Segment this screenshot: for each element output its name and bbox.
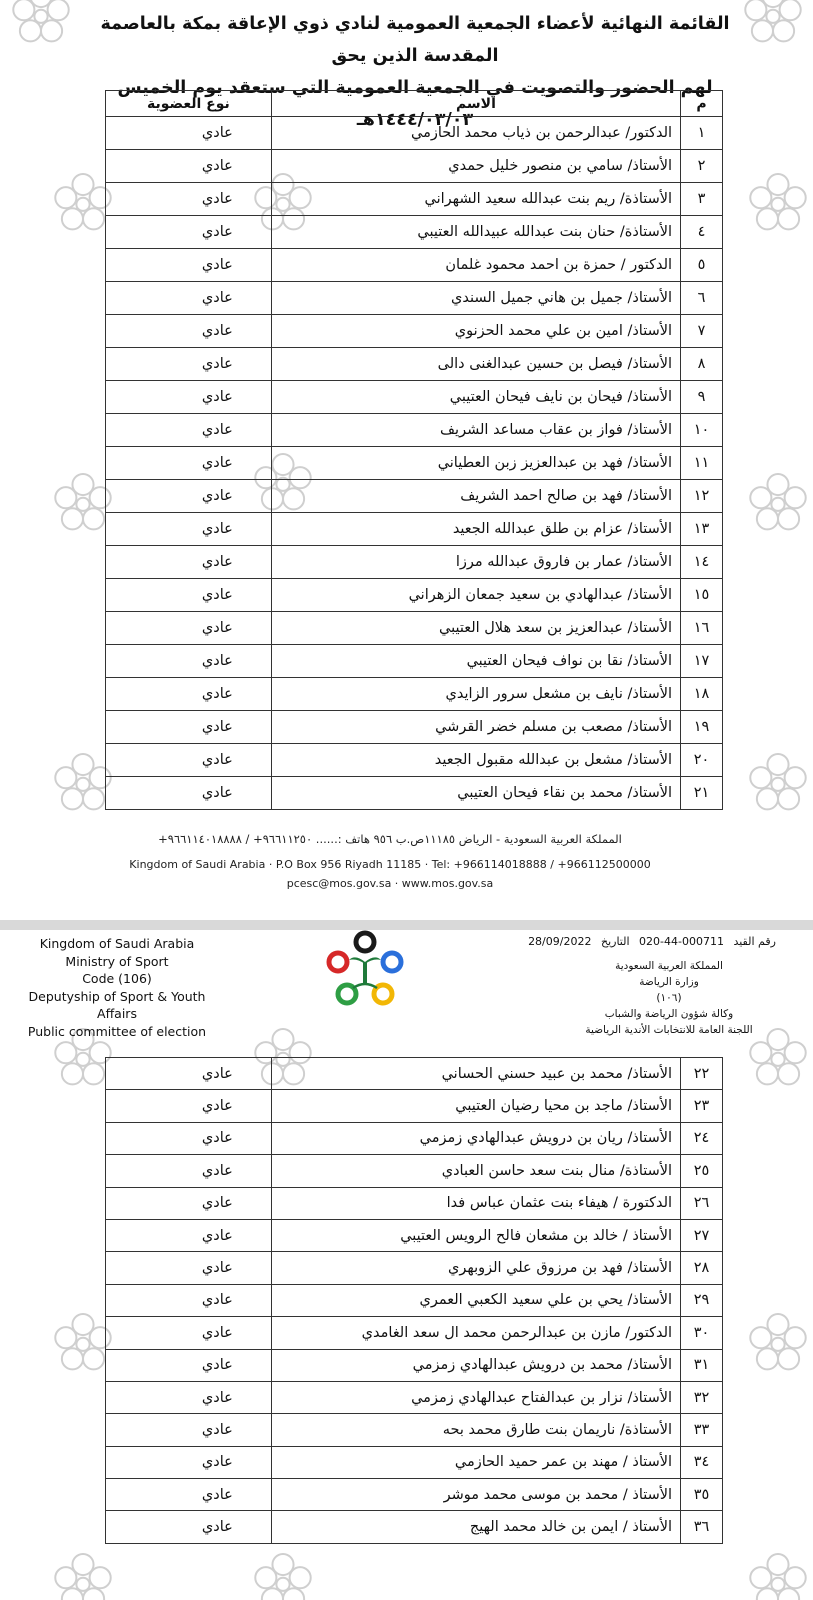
table-row [106,249,723,282]
letterhead-arabic [528,935,799,1038]
row-number: ٢٤ [681,1122,723,1154]
row-number: ٣٠ [681,1317,723,1349]
membership-type: عادي [106,645,272,678]
member-name: الأستاذ/ ماجد بن محيا رضيان العتيبي [271,1090,680,1122]
table-row [106,117,723,150]
member-name: الأستاذ/ محمد بن عبيد حسني الحساني [271,1058,680,1090]
row-number: ٥ [681,249,723,282]
row-number: ١٣ [681,513,723,546]
table-row [106,678,723,711]
membership-type: عادي [106,1155,272,1187]
member-name: الأستاذ/ عمار بن فاروق عبدالله مرزا [271,546,680,579]
table-row [106,414,723,447]
member-name: الأستاذ/ يحي بن علي سعيد الكعبي العمري [271,1284,680,1316]
table-row [106,579,723,612]
row-number: ٣٥ [681,1479,723,1511]
membership-type: عادي [106,1284,272,1316]
membership-type: عادي [106,612,272,645]
table-row [106,1155,723,1187]
row-number: ٢٥ [681,1155,723,1187]
member-name: الأستاذ/ امين بن علي محمد الحزنوي [271,315,680,348]
member-name: الدكتور/ مازن بن عبدالرحمن محمد ال سعد الغامدي [271,1317,680,1349]
header-membership-type: نوع العضوية [106,91,272,117]
member-name: الدكتور / حمزة بن احمد محمود غلمان [271,249,680,282]
watermark-flower-icon [745,1310,811,1376]
table-row [106,1284,723,1316]
letterhead-line-en: Public committee of election [27,1023,207,1039]
member-name: الدكتور/ عبدالرحمن بن ذياب محمد الحازمي [271,117,680,150]
table-row [106,1122,723,1154]
watermark-flower-icon [250,1550,316,1600]
member-name: الأستاذة/ ناريمان بنت طارق محمد بحه [271,1414,680,1446]
letterhead-line-ar: اللجنة العامة للانتخابات الأندية الرياضية [585,1024,753,1036]
member-name: الأستاذ/ نايف بن مشعل سرور الزايدي [271,678,680,711]
row-number: ١٨ [681,678,723,711]
membership-type: عادي [106,1317,272,1349]
table-row [106,513,723,546]
table-row [106,1219,723,1251]
letterhead-line-ar: (١٠٦) [656,992,682,1004]
member-name: الأستاذ/ فهد بن صالح احمد الشريف [271,480,680,513]
member-name: الأستاذ/ نزار بن عبدالفتاح عبدالهادي زمزمي [271,1381,680,1413]
row-number: ٣٢ [681,1381,723,1413]
letterhead-line-en: Deputyship of Sport & Youth Affairs [28,988,206,1021]
membership-type: عادي [106,249,272,282]
table-row [106,777,723,810]
row-number: ٢٧ [681,1219,723,1251]
watermark-flower-icon [8,0,74,48]
watermark-flower-icon [745,750,811,816]
row-number: ٢٢ [681,1058,723,1090]
row-number: ١٩ [681,711,723,744]
reference-line [499,934,799,950]
table-row [106,1414,723,1446]
row-number: ١٤ [681,546,723,579]
member-name: الأستاذ/ فهد بن مرزوق علي الزوبهري [271,1252,680,1284]
row-number: ٢٠ [681,744,723,777]
table-row [106,282,723,315]
membership-type: عادي [106,381,272,414]
ministry-of-sport-logo-icon [325,930,405,1020]
footer-address-ar: المملكة العربية السعودية - الرياض ١١١٨٥ص.ب ٩٥٦ هاتف :...... ٩٦٦١١٢٥٠+ / ٩٦٦١١٤٠١٨٨٨٨+ [158,832,622,846]
membership-type: عادي [106,678,272,711]
row-number: ١ [681,117,723,150]
membership-type: عادي [106,216,272,249]
row-number: ٧ [681,315,723,348]
row-number: ١١ [681,447,723,480]
table-row [106,1511,723,1543]
membership-type: عادي [106,1381,272,1413]
row-number: ٢٩ [681,1284,723,1316]
letterhead-line-en: Ministry of Sport [65,953,169,969]
table-row [106,150,723,183]
title-line-1: القائمة النهائية لأعضاء الجمعية العمومية لنادي ذوي الإعاقة بمكة بالعاصمة المقدسة الذين يحق [100,14,730,66]
table-row [106,480,723,513]
member-name: الأستاذ/ مصعب بن مسلم خضر القرشي [271,711,680,744]
membership-type: عادي [106,1219,272,1251]
table-row [106,1381,723,1413]
membership-type: عادي [106,1479,272,1511]
table-row [106,744,723,777]
footer-contact-links: pcesc@mos.gov.sa · www.mos.gov.sa [286,877,494,890]
table-row [106,315,723,348]
letterhead-line-ar: وكالة شؤون الرياضة والشباب [604,1008,734,1020]
members-table-continued [105,1057,723,1544]
membership-type: عادي [106,480,272,513]
table-row [106,1090,723,1122]
row-number: ٢١ [681,777,723,810]
member-name: الأستاذ / محمد بن موسى محمد موشر [271,1479,680,1511]
row-number: ٦ [681,282,723,315]
member-name: الأستاذ/ عزام بن طلق عبدالله الجعيد [271,513,680,546]
membership-type: عادي [106,1122,272,1154]
member-name: الأستاذ/ فيحان بن نايف فيحان العتيبي [271,381,680,414]
table-row [106,612,723,645]
membership-type: عادي [106,1446,272,1478]
page-separator [0,920,813,930]
row-number: ١٥ [681,579,723,612]
row-number: ٤ [681,216,723,249]
member-name: الأستاذ/ فواز بن عقاب مساعد الشريف [271,414,680,447]
row-number: ٩ [681,381,723,414]
ref-value: 020-44-000711 [639,935,724,948]
membership-type: عادي [106,282,272,315]
row-number: ٢٦ [681,1187,723,1219]
watermark-flower-icon [50,1550,116,1600]
row-number: ١٧ [681,645,723,678]
date-value: 28/09/2022 [528,935,592,948]
table-row [106,381,723,414]
membership-type: عادي [106,315,272,348]
member-name: الدكتورة / هيفاء بنت عثمان عباس فدا [271,1187,680,1219]
membership-type: عادي [106,150,272,183]
table-row [106,1349,723,1381]
table-header-row [106,91,723,117]
table-row [106,1252,723,1284]
row-number: ١٢ [681,480,723,513]
letterhead-arabic-lines [539,958,799,1038]
table-row [106,711,723,744]
date-label: التاريخ [600,935,630,948]
member-name: الأستاذ/ محمد بن نقاء فيحان العتيبي [271,777,680,810]
membership-type: عادي [106,348,272,381]
member-name: الأستاذة/ حنان بنت عبدالله عبيدالله العتيبي [271,216,680,249]
ref-label: رقم القيد [733,935,776,948]
membership-type: عادي [106,1414,272,1446]
letterhead-line-ar: وزارة الرياضة [639,976,699,988]
member-name: الأستاذ/ ريان بن درويش عبدالهادي زمزمي [271,1122,680,1154]
table-row [106,1058,723,1090]
letterhead-english [12,935,222,1040]
members-table [105,90,723,810]
member-name: الأستاذ/ محمد بن درويش عبدالهادي زمزمي [271,1349,680,1381]
table-row [106,447,723,480]
footer-address-en: Kingdom of Saudi Arabia · P.O Box 956 Riyadh 11185 · Tel: +966114018888 / +966112500000 [129,858,651,871]
membership-type: عادي [106,1187,272,1219]
document-page-2 [0,930,813,1600]
row-number: ٢٨ [681,1252,723,1284]
member-name: الأستاذة/ منال بنت سعد حاسن العبادي [271,1155,680,1187]
table-row [106,216,723,249]
membership-type: عادي [106,1090,272,1122]
membership-type: عادي [106,447,272,480]
row-number: ٢٣ [681,1090,723,1122]
member-name: الأستاذ/ فهد بن عبدالعزيز زبن العطياني [271,447,680,480]
table-row [106,183,723,216]
row-number: ٣٣ [681,1414,723,1446]
member-name: الأستاذ/ جميل بن هاني جميل السندي [271,282,680,315]
membership-type: عادي [106,579,272,612]
title-line-2: لهم الحضور والتصويت في الجمعية العمومية التي ستعقد يوم الخميس ١٤٤٤/٠٣/٠٣هـ [117,78,713,130]
member-name: الأستاذ/ عبدالعزيز بن سعد هلال العتيبي [271,612,680,645]
watermark-flower-icon [745,170,811,236]
table-row [106,1317,723,1349]
member-name: الأستاذ / خالد بن مشعان فالح الرويس العتيبي [271,1219,680,1251]
watermark-flower-icon [745,470,811,536]
membership-type: عادي [106,1252,272,1284]
letterhead-line-en: Kingdom of Saudi Arabia [39,936,195,951]
member-name: الأستاذ/ سامي بن منصور خليل حمدي [271,150,680,183]
row-number: ٢ [681,150,723,183]
table-row [106,348,723,381]
membership-type: عادي [106,117,272,150]
row-number: ٣٤ [681,1446,723,1478]
membership-type: عادي [106,1511,272,1543]
member-name: الأستاذ / ايمن بن خالد محمد الهيج [271,1511,680,1543]
membership-type: عادي [106,546,272,579]
header-number: م [681,91,723,117]
row-number: ٣ [681,183,723,216]
membership-type: عادي [106,744,272,777]
membership-type: عادي [106,414,272,447]
member-name: الأستاذ/ فيصل بن حسين عبدالغنى دالى [271,348,680,381]
membership-type: عادي [106,711,272,744]
member-name: الأستاذ/ نقا بن نواف فيحان العتيبي [271,645,680,678]
row-number: ١٠ [681,414,723,447]
membership-type: عادي [106,777,272,810]
membership-type: عادي [106,1058,272,1090]
row-number: ٨ [681,348,723,381]
letterhead-line-en: Code (106) [82,971,152,986]
header-name: الاسم [271,91,680,117]
table-row [106,1479,723,1511]
member-name: الأستاذ/ مشعل بن عبدالله مقبول الجعيد [271,744,680,777]
table-row [106,645,723,678]
watermark-flower-icon [745,1550,811,1600]
member-name: الأستاذ/ عبدالهادي بن سعيد جمعان الزهراني [271,579,680,612]
row-number: ٣٦ [681,1511,723,1543]
row-number: ١٦ [681,612,723,645]
membership-type: عادي [106,513,272,546]
membership-type: عادي [106,183,272,216]
member-name: الأستاذ / مهند بن عمر حميد الحازمي [271,1446,680,1478]
table-row [106,1187,723,1219]
letterhead-line-ar: المملكة العربية السعودية [615,960,723,972]
member-name: الأستاذة/ ريم بنت عبدالله سعيد الشهراني [271,183,680,216]
table-row [106,1446,723,1478]
row-number: ٣١ [681,1349,723,1381]
table-row [106,546,723,579]
membership-type: عادي [106,1349,272,1381]
